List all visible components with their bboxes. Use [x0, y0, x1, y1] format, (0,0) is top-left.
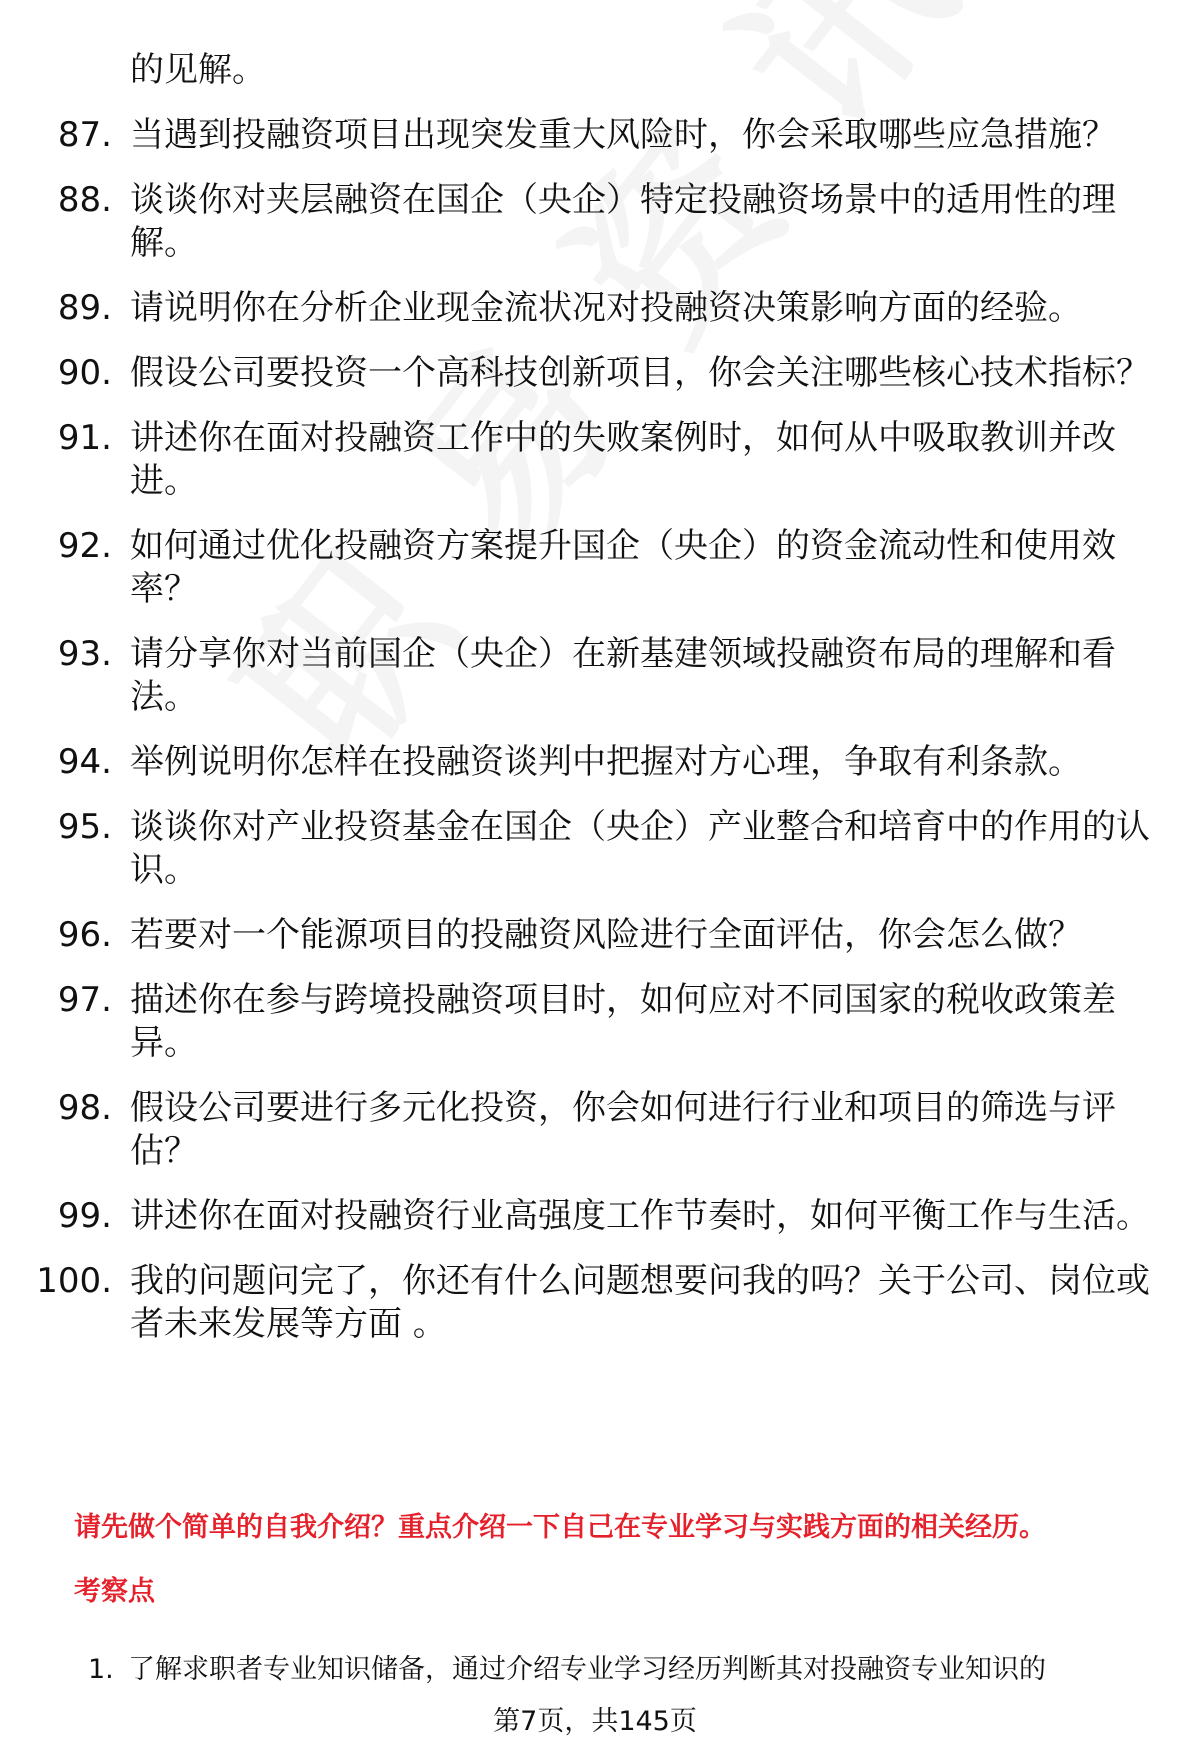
item-number: 91. [57, 418, 112, 458]
item-number: 100. [36, 1261, 112, 1301]
list-item [0, 179, 1190, 265]
item-text: 讲述你在面对投融资行业高强度工作节奏时，如何平衡工作与生活。 [130, 1196, 1150, 1236]
question-list [0, 114, 1190, 1368]
list-item [0, 287, 1190, 330]
item-number: 96. [57, 915, 112, 955]
item-text: 了解求职者专业知识储备，通过介绍专业学习经历判断其对投融资专业知识的 [128, 1654, 1046, 1685]
list-item [0, 979, 1190, 1065]
section-heading: 请先做个简单的自我介绍？重点介绍一下自己在专业学习与实践方面的相关经历。 [74, 1512, 1046, 1543]
item-text: 若要对一个能源项目的投融资风险进行全面评估，你会怎么做？ [130, 915, 1082, 955]
list-item [0, 914, 1190, 957]
list-item [0, 741, 1190, 784]
list-item [0, 1260, 1190, 1346]
item-number: 1. [88, 1654, 114, 1685]
item-number: 87. [57, 115, 112, 155]
item-number: 98. [57, 1088, 112, 1128]
item-text: 讲述你在面对投融资工作中的失败案例时，如何从中吸取教训并改进。 [130, 418, 1116, 501]
item-number: 95. [57, 807, 112, 847]
item-number: 90. [57, 353, 112, 393]
list-item [0, 806, 1190, 892]
item-text: 请分享你对当前国企（央企）在新基建领域投融资布局的理解和看法。 [130, 634, 1116, 717]
item-number: 94. [57, 742, 112, 782]
item-text: 谈谈你对夹层融资在国企（央企）特定投融资场景中的适用性的理解。 [130, 180, 1116, 263]
item-number: 92. [57, 526, 112, 566]
item-number: 99. [57, 1196, 112, 1236]
item-text: 我的问题问完了，你还有什么问题想要问我的吗？关于公司、岗位或者未来发展等方面 。 [130, 1261, 1150, 1344]
section-subheading: 考察点 [74, 1576, 155, 1607]
list-item [0, 1195, 1190, 1238]
list-item [0, 525, 1190, 611]
list-item [0, 1087, 1190, 1173]
item-text: 请说明你在分析企业现金流状况对投融资决策影响方面的经验。 [130, 288, 1082, 328]
item-text: 假设公司要进行多元化投资，你会如何进行行业和项目的筛选与评估？ [130, 1088, 1116, 1171]
item-text: 描述你在参与跨境投融资项目时，如何应对不同国家的税收政策差异。 [130, 980, 1116, 1063]
item-text: 举例说明你怎样在投融资谈判中把握对方心理，争取有利条款。 [130, 742, 1082, 782]
list-item [0, 417, 1190, 503]
list-item [0, 633, 1190, 719]
item-number: 93. [57, 634, 112, 674]
item-text: 当遇到投融资项目出现突发重大风险时，你会采取哪些应急措施？ [130, 115, 1116, 155]
item-number: 89. [57, 288, 112, 328]
item-text: 假设公司要投资一个高科技创新项目，你会关注哪些核心技术指标？ [130, 353, 1150, 393]
item-text: 谈谈你对产业投资基金在国企（央企）产业整合和培育中的作用的认识。 [130, 807, 1150, 890]
page-footer: 第7页，共145页 [493, 1706, 697, 1737]
item-number: 88. [57, 180, 112, 220]
list-item [0, 352, 1190, 395]
list-item [0, 114, 1190, 157]
continuation-text: 的见解。 [130, 50, 266, 90]
list-item [88, 1650, 1046, 1690]
item-number: 97. [57, 980, 112, 1020]
item-text: 如何通过优化投融资方案提升国企（央企）的资金流动性和使用效率？ [130, 526, 1116, 609]
